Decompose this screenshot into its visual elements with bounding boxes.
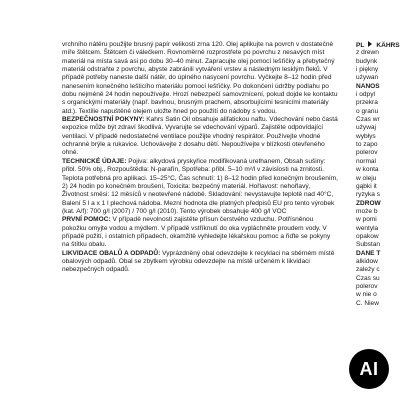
polish-line: NANOS xyxy=(356,82,380,90)
safety-text: Kahrs Satin Oil obsahuje alifatickou naftu. Vdechování nebo častá expozice může být zdraví škodlivá. Vyvarujte se vdechování výparů. Zajistěte odpovídající ventilaci. V případě nedostatečné ventilace použijte vhodný respirátor. Používejte vhodné ochranné brýle a rukavice. Uchovávejte z dosahu dětí. Nepoužívejte v blízkosti otevřeného ohně. xyxy=(62,116,338,157)
polish-line: może b xyxy=(356,207,378,215)
polish-line: w nie o xyxy=(356,291,377,299)
polish-line: w oleju xyxy=(356,174,377,182)
disposal-text: Vyprázdněný obal odevzdejte k recyklaci na sběrném místě obalových odpadů. Obal se zbytkem výrobku odevzdejte na místě určeném k likvidaci nebezpečných odpadů. xyxy=(62,249,335,274)
polish-line: w pomi xyxy=(356,216,377,224)
polish-line: z drewn xyxy=(356,49,379,57)
polish-text-lines xyxy=(356,49,400,308)
ai-logo-text: AI xyxy=(359,358,379,379)
polish-line: Substan xyxy=(356,241,381,249)
polish-line: ryzyka s xyxy=(356,191,381,199)
polish-line: budynk xyxy=(356,57,378,65)
safety-paragraph xyxy=(62,116,338,158)
polish-line: używaj xyxy=(356,124,377,132)
polish-line: ZDROW xyxy=(356,199,381,207)
polish-line: C. Niew xyxy=(356,299,379,307)
polish-line: polerov xyxy=(356,149,378,157)
application-text: vrchního nátěru použijte brusný papír velikosti zrna 120. Olej aplikujte na povrch v dostatečné míře štětcem. Štětcem či válečkem. Rovnoměrně rozprostřete po povrchu z nesavých míst materiál na místa savá asi po dobu 30–40 minut. Zapracujte olej pomocí lešťičky a přebytečný materiál odstraňte z povrchu, abyste zabránili vytváření vrstev a následným lesklým fleků. V případě potřeby naneste další nátěr, do úplného nasycení povrchu. Vyčkejte 8–12 hodin před nanesením konečného lešticího materiálu pomocí lešťičky. Po dokončení údržby podlahu po dobu nejméně 24 hodin nepoužívejte. Hrozí nebezpečí samovznícení, pokud dojde ke kontaktu s organickými materiály (např. bavlnou, brusným prachem, absorbujícími tesnicími materiály atd.). Textilie napuštěné olejem uložte hned po použití do nádoby s vodou. xyxy=(62,41,338,115)
polish-line: Czas wr xyxy=(356,116,380,124)
technical-paragraph xyxy=(62,158,338,216)
technical-heading: TECHNICKÉ ÚDAJE: xyxy=(62,157,127,165)
polish-line: normal xyxy=(356,157,377,165)
polish-line: DANE T xyxy=(356,249,381,257)
polish-line: alkidow xyxy=(356,257,378,265)
polish-line: przekra xyxy=(356,99,378,107)
polish-line: polerov xyxy=(356,282,378,290)
technical-text: Pojiva: alkydová pryskyřice modifikovaná urethanem, Obsah sušiny: přibl. 50% obj., Rozpouštědla: N-parafín, Spotřeba: přibl. 5–10 m²/l v závislosti na zrnitosti. Teplota potřebná pro aplikaci. 15–25°C, Čas schnutí: 1) 8–12 hodin před konečným broušením, 2) 24 hodin po konečném broušení, Toxicita: bezpečný materiál. Hořlavost: nehořlavý, Životnost směsi: 12 měsíců v neotevřené nádobě. Skladování: nevystavujte teplotě nad 40°C, Balení 5 l a x 1 l plechová nádoba. Mezní hodnota dle platných předpisů EU pro tento výrobek (kat. A/f): 700 g/l (2007) / 700 g/l (2010). Tento výrobek obsahuje 400 g/l VOC xyxy=(62,157,338,215)
polish-line: wentyla xyxy=(356,224,379,232)
polish-line: o granu xyxy=(356,107,379,115)
polish-heading: KÄHRS xyxy=(376,42,400,49)
polish-line: wybłys xyxy=(356,132,376,140)
polish-line: to zapo xyxy=(356,141,378,149)
arrow-right-icon xyxy=(368,41,372,47)
polish-line: gąbki it xyxy=(356,182,377,190)
polish-column xyxy=(356,41,400,308)
ai-logo xyxy=(349,349,389,389)
polish-line: w konta xyxy=(356,166,379,174)
instructions-column xyxy=(62,41,338,275)
polish-line: używan xyxy=(356,74,379,82)
disposal-heading: LIKVIDACE OBALŮ A ODPADŮ: xyxy=(62,249,161,257)
polish-line: i odpyl xyxy=(356,91,375,99)
first-aid-text: V případě nevolnosti zajistěte přísun čerstvého vzduchu. Potřísněnou pokožku omyjte vodou a mýdlem. V případě vstříknutí do oka vypláchněte proudem vody. V případě požití, i ostatních případech, okamžitě vyhledejte lékařskou pomoc a řiďte se pokyny na štítku obalu. xyxy=(62,216,331,249)
application-paragraph xyxy=(62,41,338,116)
safety-heading: BEZPEČNOSTNÍ POKYNY: xyxy=(62,116,145,124)
polish-line: i piękny xyxy=(356,66,379,74)
polish-header xyxy=(356,41,400,49)
first-aid-heading: PRVNÍ POMOC: xyxy=(62,216,111,224)
language-code: PL xyxy=(356,42,365,49)
first-aid-paragraph xyxy=(62,216,338,249)
polish-line: opakow xyxy=(356,232,379,240)
polish-line: Czas su xyxy=(356,274,380,282)
disposal-paragraph xyxy=(62,250,338,275)
polish-line: zależy c xyxy=(356,266,380,274)
